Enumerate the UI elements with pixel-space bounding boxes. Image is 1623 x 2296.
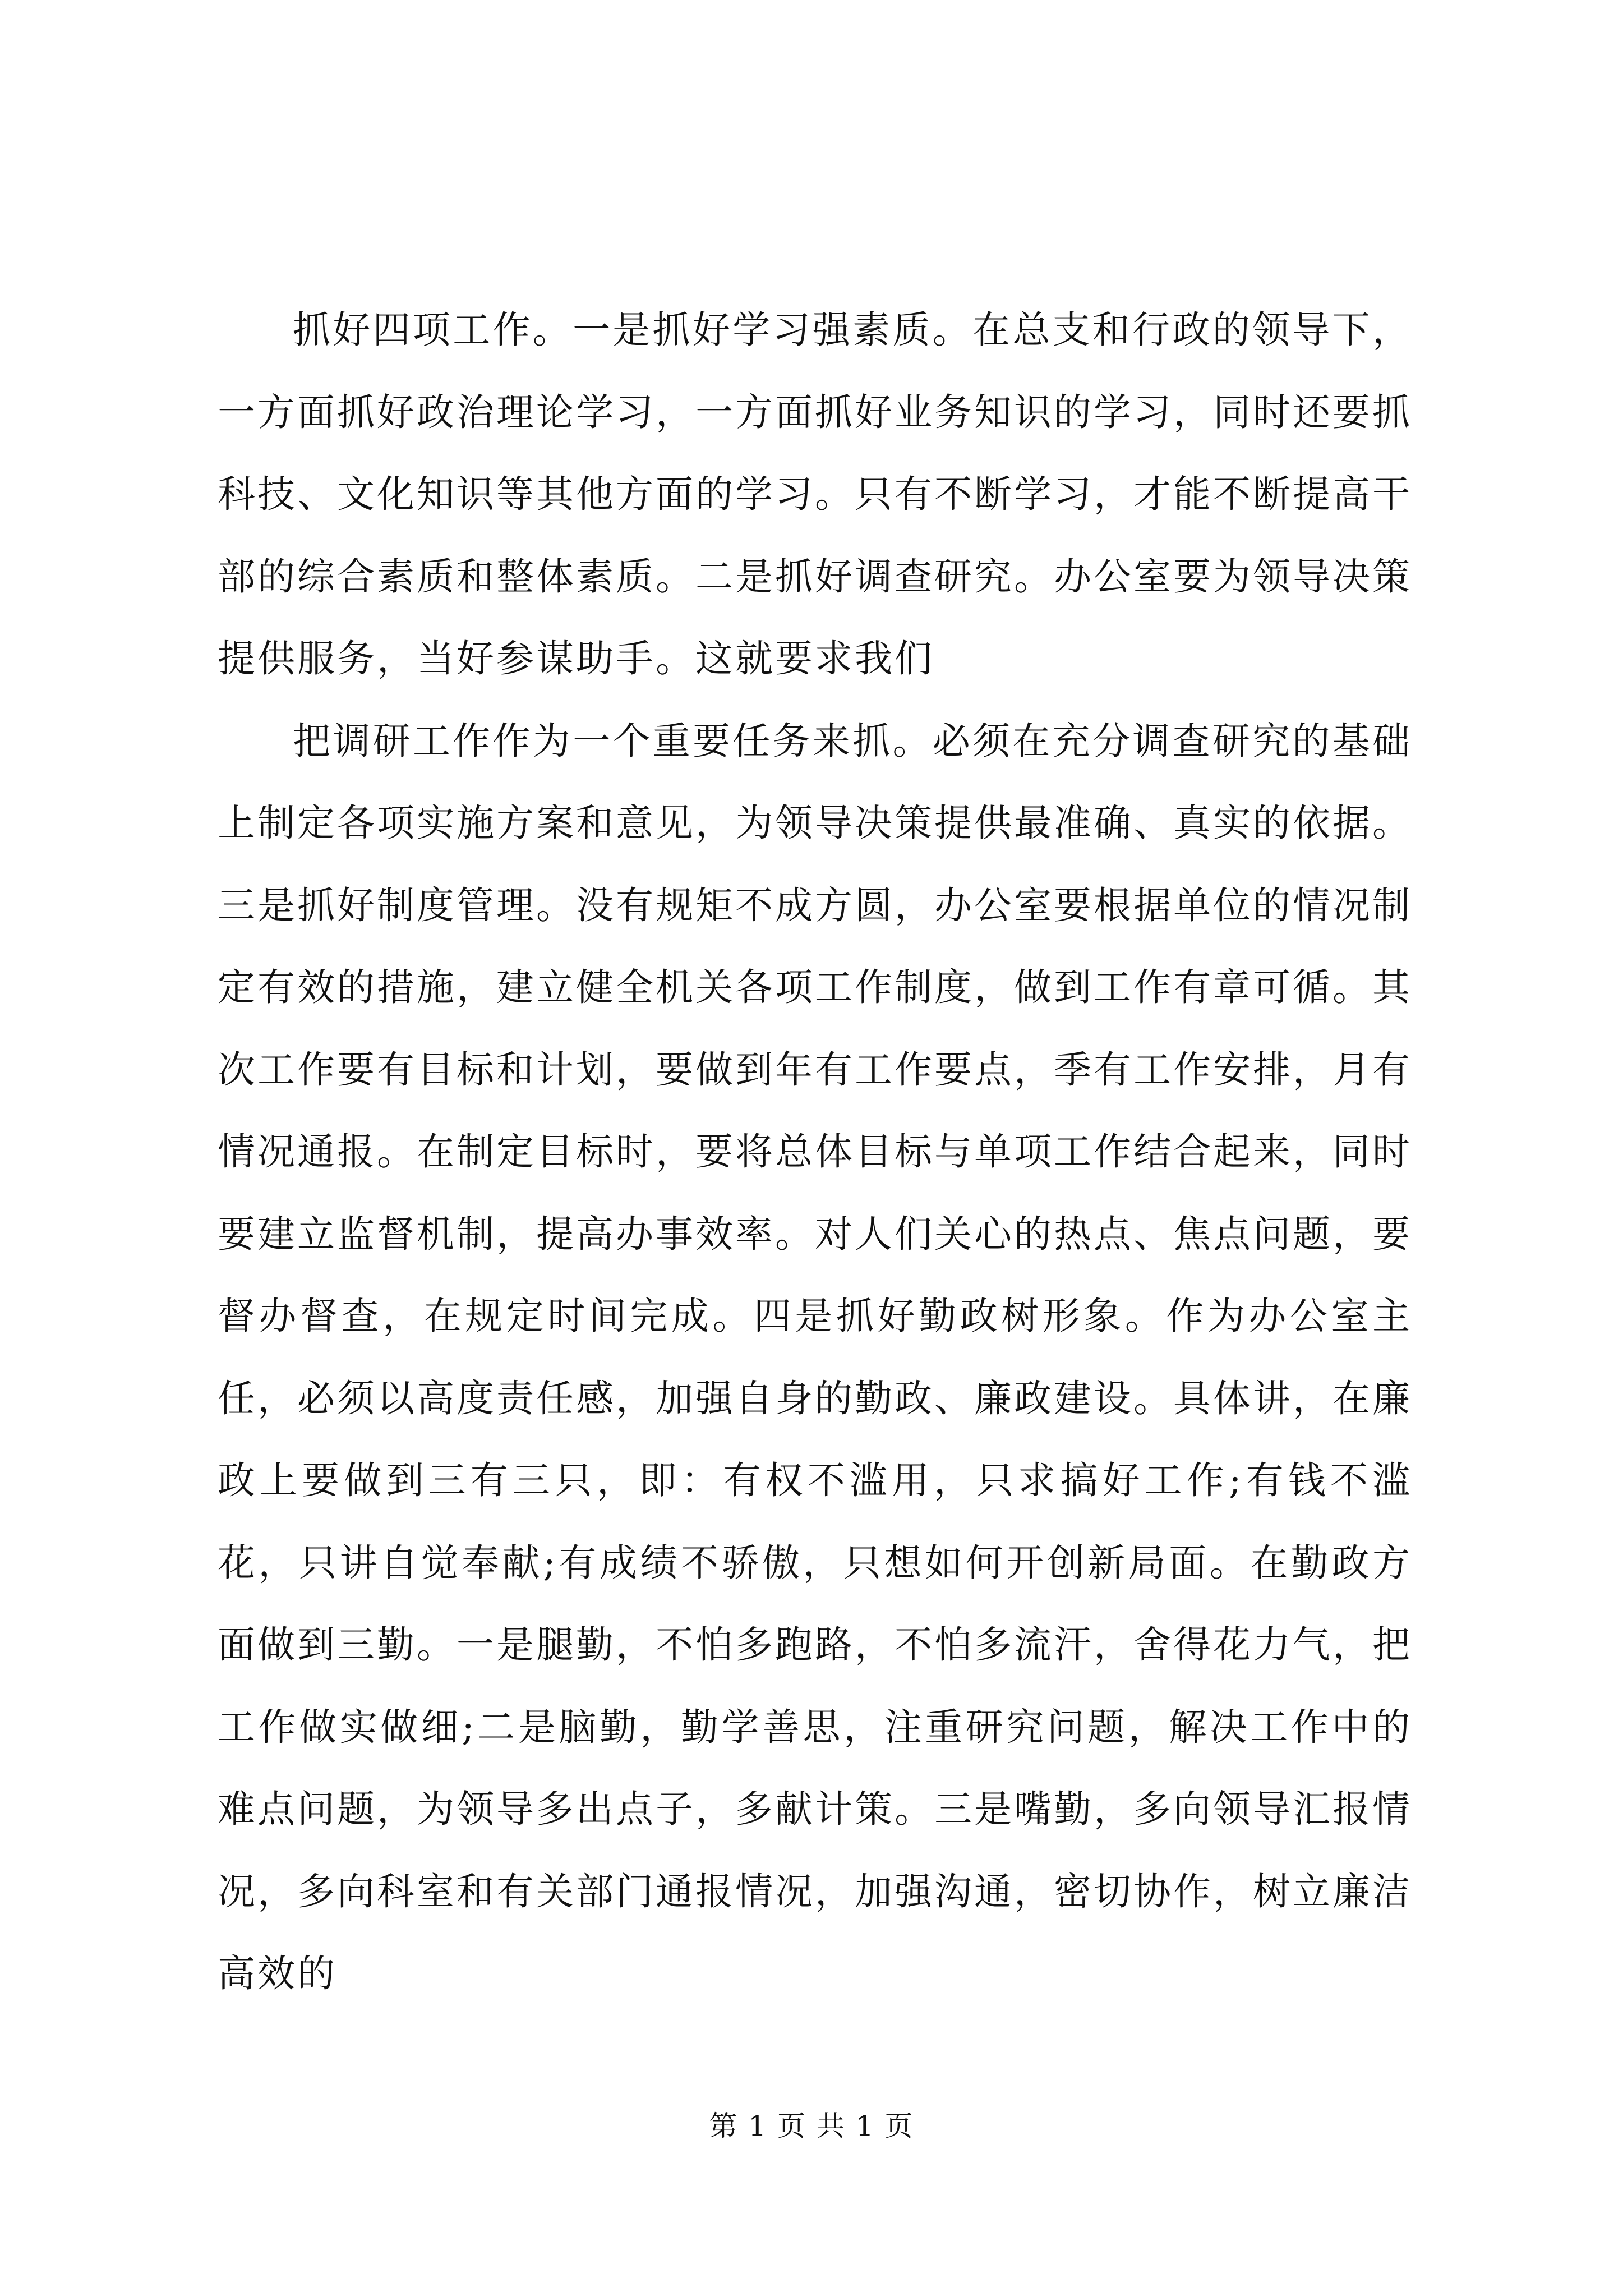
- page-number-footer: 第 1 页 共 1 页: [709, 2110, 914, 2142]
- paragraph-1: 抓好四项工作。一是抓好学习强素质。在总支和行政的领导下，一方面抓好政治理论学习，一方面抓好业务知识的学习，同时还要抓科技、文化知识等其他方面的学习。只有不断学习，才能不断提高干部的综合素质和整体素质。二是抓好调查研究。办公室要为领导决策提供服务，当好参谋助手。这就要求我们: [218, 308, 1412, 680]
- paragraph-2: 把调研工作作为一个重要任务来抓。必须在充分调查研究的基础上制定各项实施方案和意见，为领导决策提供最准确、真实的依据。三是抓好制度管理。没有规矩不成方圆，办公室要根据单位的情况制定有效的措施，建立健全机关各项工作制度，做到工作有章可循。其次工作要有目标和计划，要做到年有工作要点，季有工作安排，月有情况通报。在制定目标时，要将总体目标与单项工作结合起来，同时要建立监督机制，提高办事效率。对人们关心的热点、焦点问题，要督办督查，在规定时间完成。四是抓好勤政树形象。作为办公室主任，必须以高度责任感，加强自身的勤政、廉政建设。具体讲，在廉政上要做到三有三只，即：有权不滥用，只求搞好工作;有钱不滥花，只讲自觉奉献;有成绩不骄傲，只想如何开创新局面。在勤政方面做到三勤。一是腿勤，不怕多跑路，不怕多流汗，舍得花力气，把工作做实做细;二是脑勤，勤学善思，注重研究问题，解决工作中的难点问题，为领导多出点子，多献计策。三是嘴勤，多向领导汇报情况，多向科室和有关部门通报情况，加强沟通，密切协作，树立廉洁高效的: [218, 719, 1412, 1995]
- document-body: [218, 289, 1412, 2015]
